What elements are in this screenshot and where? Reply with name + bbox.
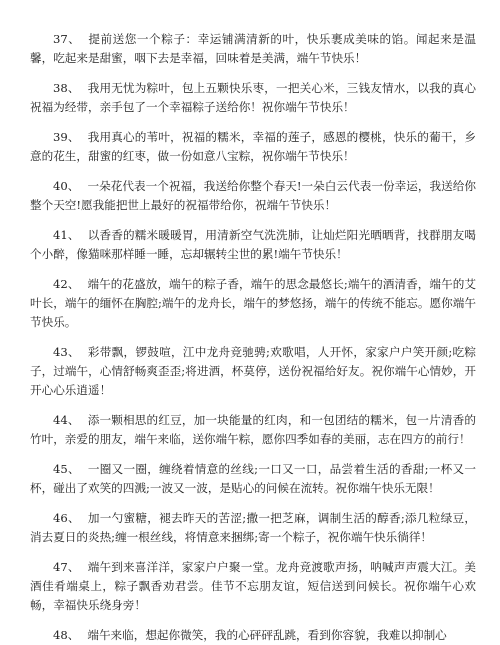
entry-text: 一朵花代表一个祝福，我送给你整个春天!一朵白云代表一份幸运，我送给你整个天空!愿我能把世上最好的祝福带给你，祝端午节快乐！ — [30, 179, 476, 212]
entry-number: 48、 — [53, 628, 80, 642]
entry-text: 以香香的糯米暖暖胃，用清新空气洗洗肺，让灿烂阳光晒晒背，找群朋友喝个小醉，像猫咪那样睡一睡，忘却辗转尘世的累!端午节快乐！ — [30, 228, 476, 261]
entry-42 — [30, 275, 476, 332]
entry-text: 端午到来喜洋洋，家家户户聚一堂。龙舟竞渡歌声扬，呐喊声声震大江。美酒佳肴端桌上，粽子飘香劝君尝。佳节不忘朋友谊，短信送到问候长。祝你端午心欢畅，幸福快乐绕身旁！ — [30, 560, 476, 612]
entry-37 — [30, 30, 476, 68]
entry-44 — [30, 411, 476, 449]
entry-number: 42、 — [53, 277, 80, 291]
entry-text: 一圈又一圈，缠绕着情意的丝线;一口又一口，品尝着生活的香甜;一杯又一杯，碰出了欢笑的四溅;一波又一波，是贴心的问候在流转。祝你端午快乐无限！ — [30, 462, 476, 495]
entry-text: 添一颗相思的红豆，加一块能量的红肉，和一包团结的糯米，包一片清香的竹叶，亲爱的朋友，端午来临，送你端午粽，愿你四季如春的美丽，志在四方的前行！ — [30, 413, 476, 446]
entry-48 — [30, 626, 476, 645]
entry-number: 38、 — [53, 81, 80, 95]
entry-number: 44、 — [53, 413, 80, 427]
entry-40 — [30, 177, 476, 215]
entry-number: 37、 — [53, 32, 81, 46]
entry-text: 提前送您一个粽子：幸运铺满清新的叶，快乐裹成美味的馅。闻起来是温馨，吃起来是甜蜜，咽下去是幸福，回味着是美满，端午节快乐！ — [30, 32, 476, 65]
entry-39 — [30, 128, 476, 166]
entry-45 — [30, 460, 476, 498]
entry-number: 47、 — [53, 560, 80, 574]
entry-text: 彩带飘，锣鼓喧，江中龙舟竞驰骋;欢歌唱，人开怀，家家户户笑开颜;吃粽子，过端午，心情舒畅爽歪歪;将进酒，杯莫停，送份祝福给好友。祝你端午心情妙，开开心心乐逍遥！ — [30, 345, 476, 397]
entry-text: 我用真心的苇叶，祝福的糯米，幸福的莲子，感恩的樱桃，快乐的葡干，乡意的花生，甜蜜的红枣，做一份如意八宝粽，祝你端午节快乐！ — [30, 130, 476, 163]
entry-43 — [30, 343, 476, 400]
entry-text: 我用无忧为粽叶，包上五颗快乐枣，一把关心米，三钱友情水，以我的真心祝福为经带，亲手包了一个幸福粽子送给你！祝你端午节快乐！ — [30, 81, 476, 114]
entry-47 — [30, 558, 476, 615]
entry-46 — [30, 509, 476, 547]
entry-number: 40、 — [53, 179, 80, 193]
entry-text: 端午来临，想起你微笑，我的心砰砰乱跳，看到你容貌，我难以抑制心 — [87, 628, 447, 642]
entry-number: 45、 — [53, 462, 80, 476]
entry-text: 端午的花盛放，端午的粽子香，端午的思念最悠长;端午的酒清香，端午的艾叶长，端午的缅怀在胸腔;端午的龙舟长，端午的梦悠扬，端午的传统不能忘。愿你端午节快乐。 — [30, 277, 476, 329]
entry-number: 39、 — [53, 130, 80, 144]
entry-number: 43、 — [53, 345, 80, 359]
entry-38 — [30, 79, 476, 117]
entry-41 — [30, 226, 476, 264]
entry-text: 加一勺蜜糖，褪去昨天的苦涩;撒一把芝麻，调制生活的醇香;添几粒绿豆，消去夏日的炎热;缠一根丝线，将情意来捆绑;寄一个粽子，祝你端午快乐徜徉！ — [30, 511, 476, 544]
entry-number: 41、 — [53, 228, 80, 242]
entry-number: 46、 — [53, 511, 80, 525]
